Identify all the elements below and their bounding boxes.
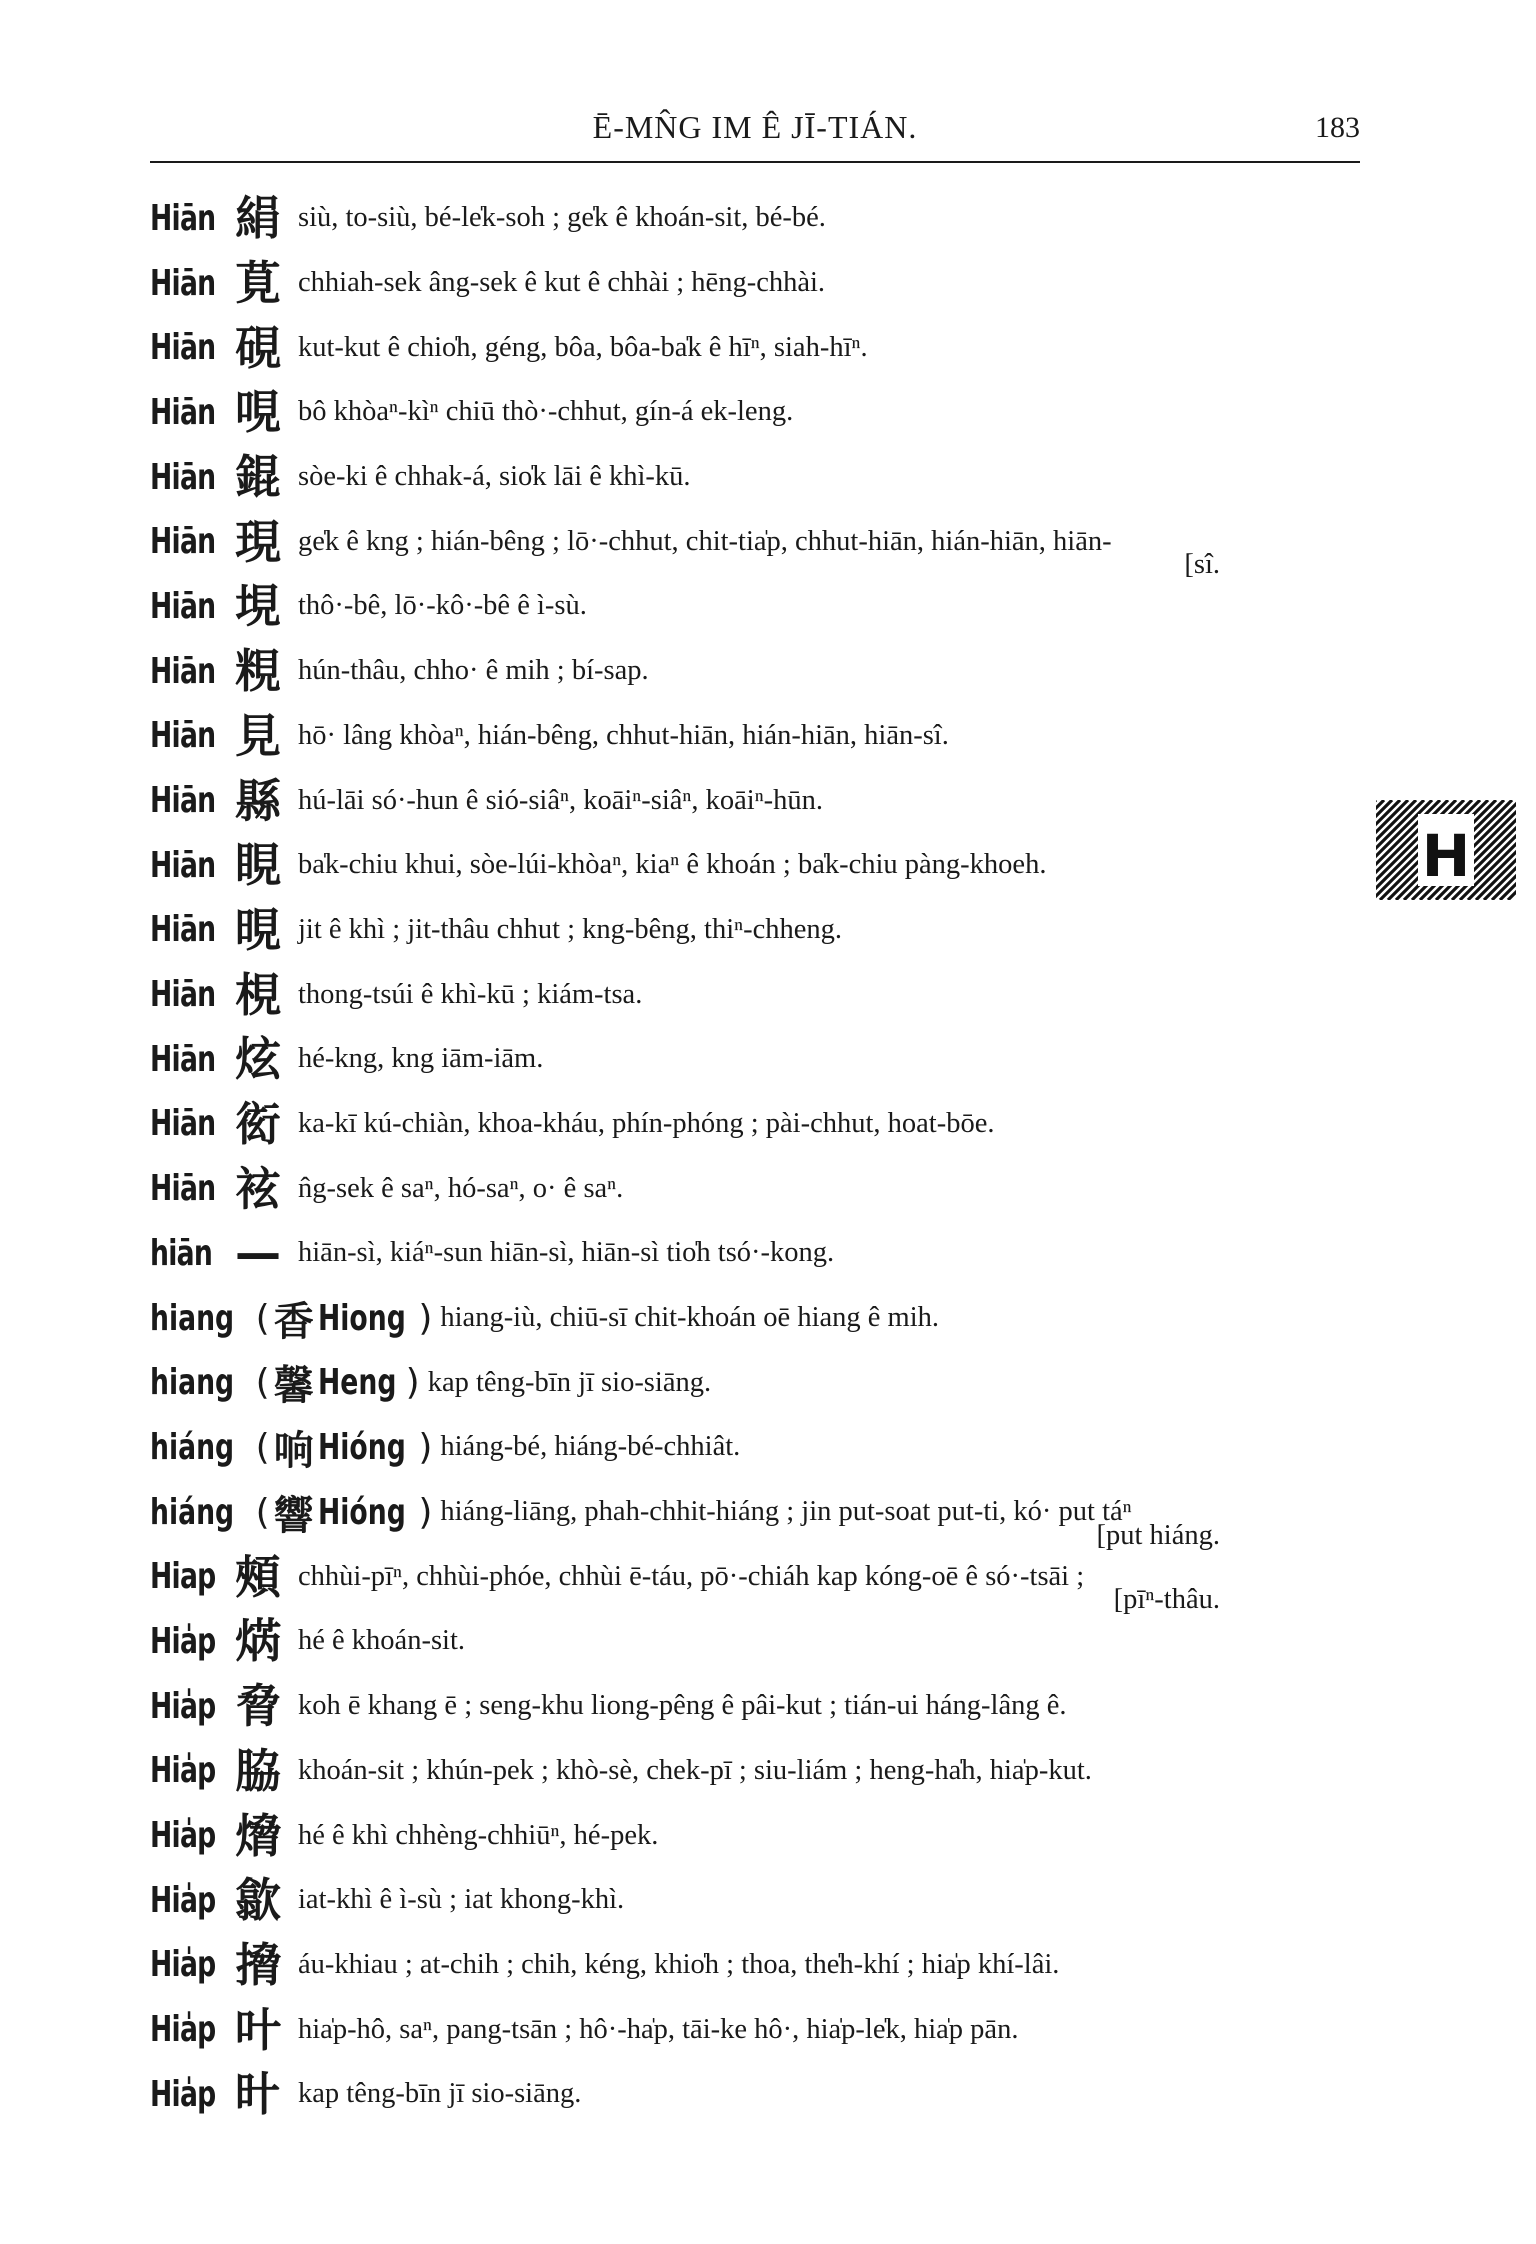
entry-hanzi: 哯	[235, 385, 281, 440]
dictionary-entry	[150, 380, 1370, 445]
entry-definition: kap têng-bīn jī sio-siāng.	[298, 2078, 582, 2110]
running-title: Ē-MN̂G IM Ê JĪ-TIÁN.	[592, 109, 918, 145]
page-header	[150, 105, 1360, 155]
dictionary-entry	[150, 898, 1370, 963]
entry-hanzi: 梘	[235, 967, 281, 1022]
dictionary-entry	[150, 1868, 1370, 1933]
dictionary-entry	[150, 315, 1370, 380]
entry-close-paren: )	[405, 1362, 420, 1404]
dictionary-entry	[150, 1286, 1370, 1351]
entry-hanzi: 莧	[235, 256, 281, 311]
entry-headword: Hiān	[150, 521, 216, 563]
entry-headword: hiáng	[150, 1491, 235, 1533]
entry-headword: Hiān	[150, 262, 216, 304]
entry-hanzi: 現	[235, 514, 281, 569]
entry-hanzi: 脇	[235, 1743, 281, 1798]
entry-definition: ka-kī kú-chiàn, khoa-kháu, phín-phóng ; pài-chhut, hoat-bōe.	[298, 1107, 995, 1139]
entry-hanzi: 睍	[235, 838, 281, 893]
entry-headword-group	[150, 1419, 432, 1476]
entry-headword: Hia̍p	[150, 2009, 216, 2051]
entry-hanzi: 錕	[235, 450, 281, 505]
entry-definition: hú-lāi só·-hun ê sió-siâⁿ, koāiⁿ-siâⁿ, koāiⁿ-hūn.	[298, 784, 824, 816]
dictionary-entry	[150, 445, 1370, 510]
entry-hanzi: —	[235, 1226, 281, 1281]
entry-open-paren: (	[255, 1426, 270, 1468]
entry-headword: Hia̍p	[150, 1815, 216, 1857]
entry-definition: hiān-sì, kiáⁿ-sun hiān-sì, hiān-sì tio̍h tsó·-kong.	[298, 1237, 835, 1269]
entry-definition: ba̍k-chiu khui, sòe-lúi-khòaⁿ, kiaⁿ ê khoán ; ba̍k-chiu pàng-khoeh.	[298, 849, 1047, 881]
entry-open-paren: (	[255, 1362, 270, 1404]
entry-headword: hiáng	[150, 1426, 235, 1468]
entry-headword: Hia̍p	[150, 1879, 216, 1921]
entry-headword: hiang	[150, 1297, 235, 1339]
entry-definition: hiáng-liāng, phah-chhit-hiáng ; jin put-soat put-ti, kó· put táⁿ	[440, 1496, 1132, 1528]
entry-headword: hiang	[150, 1362, 235, 1404]
entry-definition: hé ê khoán-sit.	[298, 1625, 465, 1657]
header-rule	[150, 161, 1360, 163]
entry-headword: Hia̍p	[150, 1750, 216, 1792]
entry-definition: hiáng-bé, hiáng-bé-chhiât.	[440, 1431, 741, 1463]
dictionary-entry	[150, 1803, 1370, 1868]
entry-definition: chhiah-sek âng-sek ê kut ê chhài ; hēng-chhài.	[298, 267, 826, 299]
page-number: 183	[1315, 111, 1360, 144]
dictionary-entry	[150, 1221, 1370, 1286]
entry-definition: n̂g-sek ê saⁿ, hó-saⁿ, o· ê saⁿ.	[298, 1172, 624, 1204]
dictionary-entry	[150, 1092, 1370, 1157]
entry-paren-hanzi: 响	[273, 1427, 314, 1474]
entry-headword: Hiān	[150, 391, 216, 433]
entry-definition: koh ē khang ē ; seng-khu liong-pêng ê pâi-kut ; tián-ui háng-lâng ê.	[298, 1690, 1067, 1722]
entry-hanzi: 搚	[235, 1937, 281, 1992]
dictionary-entry	[150, 962, 1370, 1027]
dictionary-entry	[150, 833, 1370, 898]
entry-headword: Hiān	[150, 197, 216, 239]
entry-definition: kap têng-bīn jī sio-siāng.	[427, 1366, 712, 1398]
dictionary-entry	[150, 2062, 1370, 2127]
entry-definition: sòe-ki ê chhak-á, sio̍k lāi ê khì-kū.	[298, 461, 691, 493]
entry-definition: siù, to-siù, bé-le̍k-soh ; ge̍k ê khoán-sit, bé-bé.	[298, 202, 826, 234]
entry-close-paren: )	[418, 1426, 433, 1468]
dictionary-entry	[150, 1350, 1370, 1415]
dictionary-entry	[150, 704, 1370, 769]
entry-definition: chhùi-pīⁿ, chhùi-phóe, chhùi ē-táu, pō·-chiáh kap kóng-oē ê só·-tsāi ;	[298, 1560, 1085, 1592]
dictionary-entry	[150, 1544, 1370, 1616]
entry-hanzi: 垷	[235, 579, 281, 634]
entry-paren-hanzi: 馨	[273, 1363, 314, 1410]
entry-close-paren: )	[418, 1297, 433, 1339]
entry-headword: Hia̍p	[150, 2073, 216, 2115]
entry-definition: khoán-sit ; khún-pek ; khò-sè, chek-pī ; siu-liám ; heng-ha̍h, hia̍p-kut.	[298, 1754, 1092, 1786]
entry-headword-group	[150, 1484, 432, 1541]
entry-hanzi: 袨	[235, 1161, 281, 1216]
entry-continuation: [put hiáng.	[1096, 1519, 1220, 1551]
entry-definition: thong-tsúi ê khì-kū ; kiám-tsa.	[298, 978, 643, 1010]
entry-headword: Hia̍p	[150, 1620, 216, 1662]
entry-continuation: [sî.	[1184, 549, 1220, 581]
entry-paren-hanzi: 香	[273, 1298, 314, 1345]
entry-headword-group	[150, 1290, 432, 1347]
entry-headword: Hiān	[150, 456, 216, 498]
entry-paren-reading: Hióng	[317, 1426, 406, 1468]
entry-hanzi: 衒	[235, 1096, 281, 1151]
dictionary-entry	[150, 1933, 1370, 1998]
entry-definition: hé-kng, kng iām-iām.	[298, 1043, 544, 1075]
dictionary-entry	[150, 1156, 1370, 1221]
entry-hanzi: 粯	[235, 644, 281, 699]
dictionary-entry	[150, 251, 1370, 316]
entry-definition: hia̍p-hô, saⁿ, pang-tsān ; hô·-ha̍p, tāi-ke hô·, hia̍p-le̍k, hia̍p pān.	[298, 2013, 1019, 2045]
entry-hanzi: 見	[235, 708, 281, 763]
dictionary-entry	[150, 1997, 1370, 2062]
entry-headword: Hiān	[150, 585, 216, 627]
entry-hanzi: 硯	[235, 320, 281, 375]
entry-paren-reading: Hióng	[317, 1491, 406, 1533]
entry-hanzi: 縣	[235, 773, 281, 828]
thumb-index-tab	[1376, 800, 1516, 900]
entry-hanzi: 熁	[235, 1808, 281, 1863]
entry-definition: iat-khì ê ì-sù ; iat khong-khì.	[298, 1884, 625, 1916]
entry-hanzi: 脅	[235, 1679, 281, 1734]
entry-headword: Hiān	[150, 1168, 216, 1210]
entry-definition: jit ê khì ; jit-thâu chhut ; kng-bêng, thiⁿ-chheng.	[298, 913, 843, 945]
entry-headword: Hiān	[150, 780, 216, 822]
entry-paren-hanzi: 響	[273, 1492, 314, 1539]
entry-headword: hiān	[150, 1232, 213, 1274]
entry-headword: Hia̍p	[150, 1685, 216, 1727]
entry-hanzi: 歙	[235, 1873, 281, 1928]
entry-headword: Hiān	[150, 650, 216, 692]
entry-definition: hiang-iù, chiū-sī chit-khoán oē hiang ê mih.	[440, 1302, 939, 1334]
entry-hanzi: 晛	[235, 902, 281, 957]
dictionary-entry	[150, 1027, 1370, 1092]
entry-definition: ge̍k ê kng ; hián-bêng ; lō·-chhut, chit-tia̍p, chhut-hiān, hián-hiān, hiān-	[298, 525, 1112, 557]
entry-hanzi: 頰	[235, 1549, 281, 1604]
entry-headword-group	[150, 1354, 420, 1411]
entry-continuation: [pīⁿ-thâu.	[1113, 1584, 1220, 1616]
entry-hanzi: 叶	[235, 2002, 281, 2057]
entry-definition: thô·-bê, lō·-kô·-bê ê ì-sù.	[298, 590, 587, 622]
entry-headword: Hiān	[150, 327, 216, 369]
entry-paren-reading: Hiong	[317, 1297, 406, 1339]
dictionary-entry	[150, 509, 1370, 581]
entry-headword: Hiān	[150, 974, 216, 1016]
entry-headword: Hiān	[150, 844, 216, 886]
dictionary-entry	[150, 574, 1370, 639]
entry-headword: Hiap	[150, 1556, 216, 1598]
entry-definition: áu-khiau ; at-chih ; chih, kéng, khio̍h ; thoa, the̍h-khí ; hia̍p khí-lâi.	[298, 1948, 1060, 1980]
dictionary-entry	[150, 1609, 1370, 1674]
entry-hanzi: 焫	[235, 1614, 281, 1669]
dictionary-entry	[150, 1480, 1370, 1551]
dictionary-entry	[150, 768, 1370, 833]
entry-headword: Hiān	[150, 715, 216, 757]
entry-definition: bô khòaⁿ-kìⁿ chiū thò·-chhut, gín-á ek-leng.	[298, 396, 794, 428]
dictionary-entry	[150, 1739, 1370, 1804]
entry-definition: hō· lâng khòaⁿ, hián-bêng, chhut-hiān, hián-hiān, hiān-sî.	[298, 719, 949, 751]
dictionary-entry	[150, 1674, 1370, 1739]
dictionary-entry	[150, 186, 1370, 251]
dictionary-entry	[150, 639, 1370, 704]
entry-headword: Hiān	[150, 1103, 216, 1145]
entry-list	[150, 186, 1370, 2127]
entry-open-paren: (	[255, 1297, 270, 1339]
thumb-tab-letter: H	[1421, 822, 1471, 890]
entry-open-paren: (	[255, 1491, 270, 1533]
entry-headword: Hiān	[150, 1038, 216, 1080]
entry-definition: hún-thâu, chho· ê mih ; bí-sap.	[298, 655, 649, 687]
entry-hanzi: 旪	[235, 2067, 281, 2122]
entry-close-paren: )	[418, 1491, 433, 1533]
entry-hanzi: 絹	[235, 191, 281, 246]
entry-headword: Hiān	[150, 909, 216, 951]
entry-paren-reading: Heng	[317, 1362, 397, 1404]
entry-definition: kut-kut ê chio̍h, géng, bôa, bôa-ba̍k ê hīⁿ, siah-hīⁿ.	[298, 331, 868, 363]
entry-definition: hé ê khì chhèng-chhiūⁿ, hé-pek.	[298, 1819, 659, 1851]
dictionary-entry	[150, 1415, 1370, 1480]
entry-hanzi: 炫	[235, 1032, 281, 1087]
entry-headword: Hia̍p	[150, 1944, 216, 1986]
